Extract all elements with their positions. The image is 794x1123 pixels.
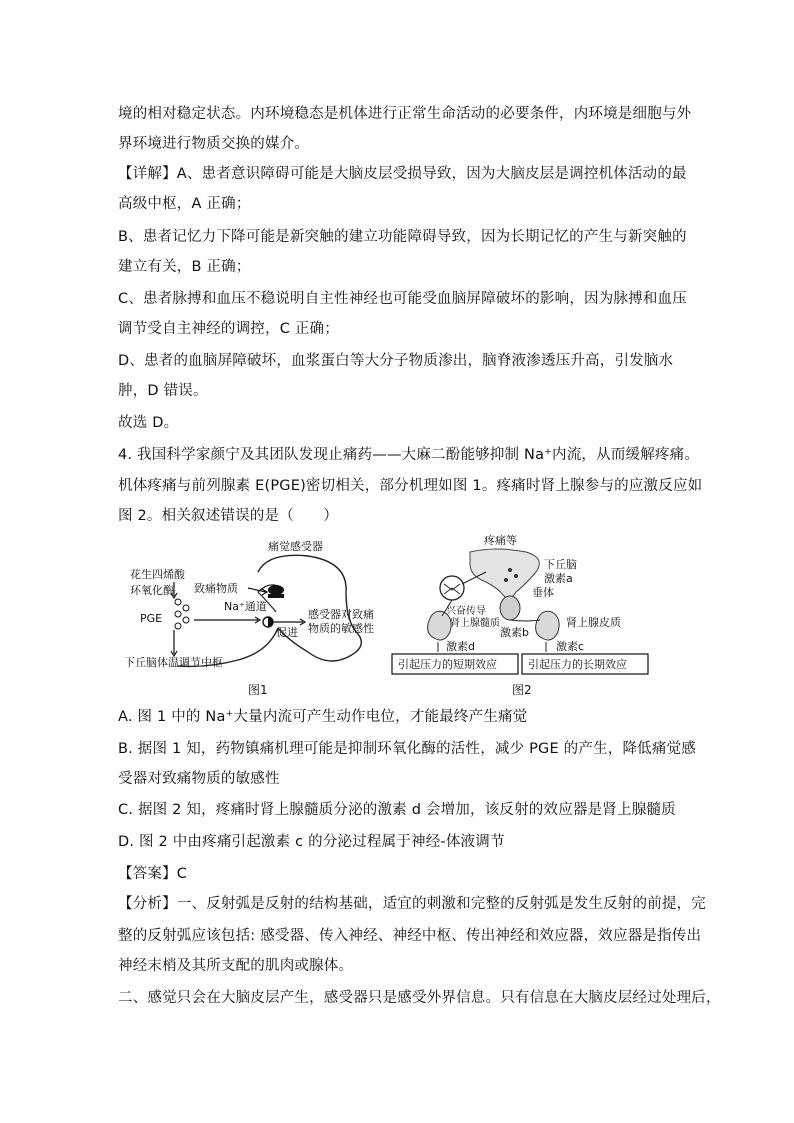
fig2-long-effect-box: 引起压力的长期效应 — [528, 658, 627, 671]
fig2-hormone-d-label: 激素d — [446, 640, 475, 653]
text-line: 【详解】A、患者意识障碍可能是大脑皮层受损导致，因为大脑皮层是调控机体活动的最 — [118, 166, 687, 182]
fig1-sensitivity-label: 感受器对致痛 — [308, 608, 374, 621]
question-stem: 4. 我国科学家颜宁及其团队发现止痛药——大麻二酚能够抑制 Na⁺内流，从而缓解疼痛。 — [118, 447, 700, 463]
fig2-short-effect-box: 引起压力的短期效应 — [398, 658, 497, 671]
analysis-line: 神经末梢及其所支配的肌肉或腺体。 — [118, 958, 354, 974]
analysis-line: 整的反射弧应该包括: 感受器、传入神经、神经中枢、传出神经和效应器，效应器是指传出 — [118, 928, 702, 944]
text-line: B、患者记忆力下降可能是新突触的建立功能障碍导致，因为长期记忆的产生与新突触的 — [118, 229, 687, 245]
fig2-cortex-label: 肾上腺皮质 — [566, 616, 621, 629]
text-line: 故选 D。 — [118, 415, 179, 431]
text-line: 高级中枢，A 正确； — [118, 196, 251, 212]
text-line: 界环境进行物质交换的媒介。 — [118, 136, 310, 152]
option-a: A. 图 1 中的 Na⁺大量内流可产生动作电位，才能最终产生痛觉 — [118, 709, 528, 725]
question-stem: 机体疼痛与前列腺素 E(PGE)密切相关，部分机理如图 1。疼痛时肾上腺参与的应激反应如 — [118, 478, 703, 494]
fig2-pain-label: 疼痛等 — [484, 534, 517, 547]
fig2-medulla-label: 肾上腺髓质 — [450, 618, 500, 629]
fig2-hormone-b-label: 激素b — [500, 626, 529, 639]
text-line: D、患者的血脑屏障破坏，血浆蛋白等大分子物质渗出，脑脊液渗透压升高，引发脑水 — [118, 353, 674, 369]
figure-2-caption: 图2 — [512, 683, 532, 697]
option-b: B. 据图 1 知，药物镇痛机理可能是抑制环氧化酶的活性，减少 PGE 的产生，降低痛觉感 — [118, 741, 696, 757]
answer-line: 【答案】C — [118, 866, 188, 882]
text-line: 境的相对稳定状态。内环境稳态是机体进行正常生命活动的必要条件，内环境是细胞与外 — [118, 106, 692, 122]
fig1-hypothalamus-label: 下丘脑体温调节中枢 — [124, 656, 223, 669]
fig1-sensitivity-label: 物质的敏感性 — [308, 622, 374, 635]
analysis-line: 二、感觉只会在大脑皮层产生，感受器只是感受外界信息。只有信息在大脑皮层经过处理后， — [118, 990, 721, 1006]
fig2-hormone-a-label: 激素a — [544, 572, 573, 585]
text-line: C、患者脉搏和血压不稳说明自主性神经也可能受血脑屏障破坏的影响，因为脉搏和血压 — [118, 291, 687, 307]
fig2-excitation-label: 兴奋传导 — [446, 606, 486, 617]
fig1-pge-label: PGE — [140, 612, 163, 625]
figure-1 — [118, 532, 388, 702]
option-b: 受器对致痛物质的敏感性 — [118, 771, 280, 787]
fig1-promote-label: 促进 — [276, 626, 298, 639]
figure-1-caption: 图1 — [248, 683, 268, 697]
fig1-receptor-label: 痛觉感受器 — [268, 540, 323, 553]
fig2-pituitary-label: 垂体 — [532, 586, 554, 599]
question-stem: 图 2。相关叙述错误的是（ ） — [118, 508, 339, 524]
fig1-arachidonic-label: 花生四烯酸 — [130, 568, 185, 581]
fig2-hypothalamus-label: 下丘脑 — [544, 558, 577, 571]
fig2-hormone-c-label: 激素c — [556, 640, 585, 653]
fig1-cox-label: 环氧化酶 — [130, 584, 174, 597]
option-d: D. 图 2 中由疼痛引起激素 c 的分泌过程属于神经-体液调节 — [118, 834, 505, 850]
text-line: 调节受自主神经的调控，C 正确； — [118, 321, 339, 337]
option-c: C. 据图 2 知，疼痛时肾上腺髓质分泌的激素 d 会增加，该反射的效应器是肾上腺髓质 — [118, 802, 676, 818]
text-line: 肿，D 错误。 — [118, 383, 208, 399]
fig1-na-channel-label: Na⁺通道 — [224, 600, 267, 613]
analysis-line: 【分析】一、反射弧是反射的结构基础，适宜的刺激和完整的反射弧是发生反射的前提，完 — [118, 896, 706, 912]
figure-2 — [386, 532, 676, 702]
fig1-pain-substance-label: 致痛物质 — [194, 582, 238, 595]
text-line: 建立有关，B 正确； — [118, 259, 251, 275]
